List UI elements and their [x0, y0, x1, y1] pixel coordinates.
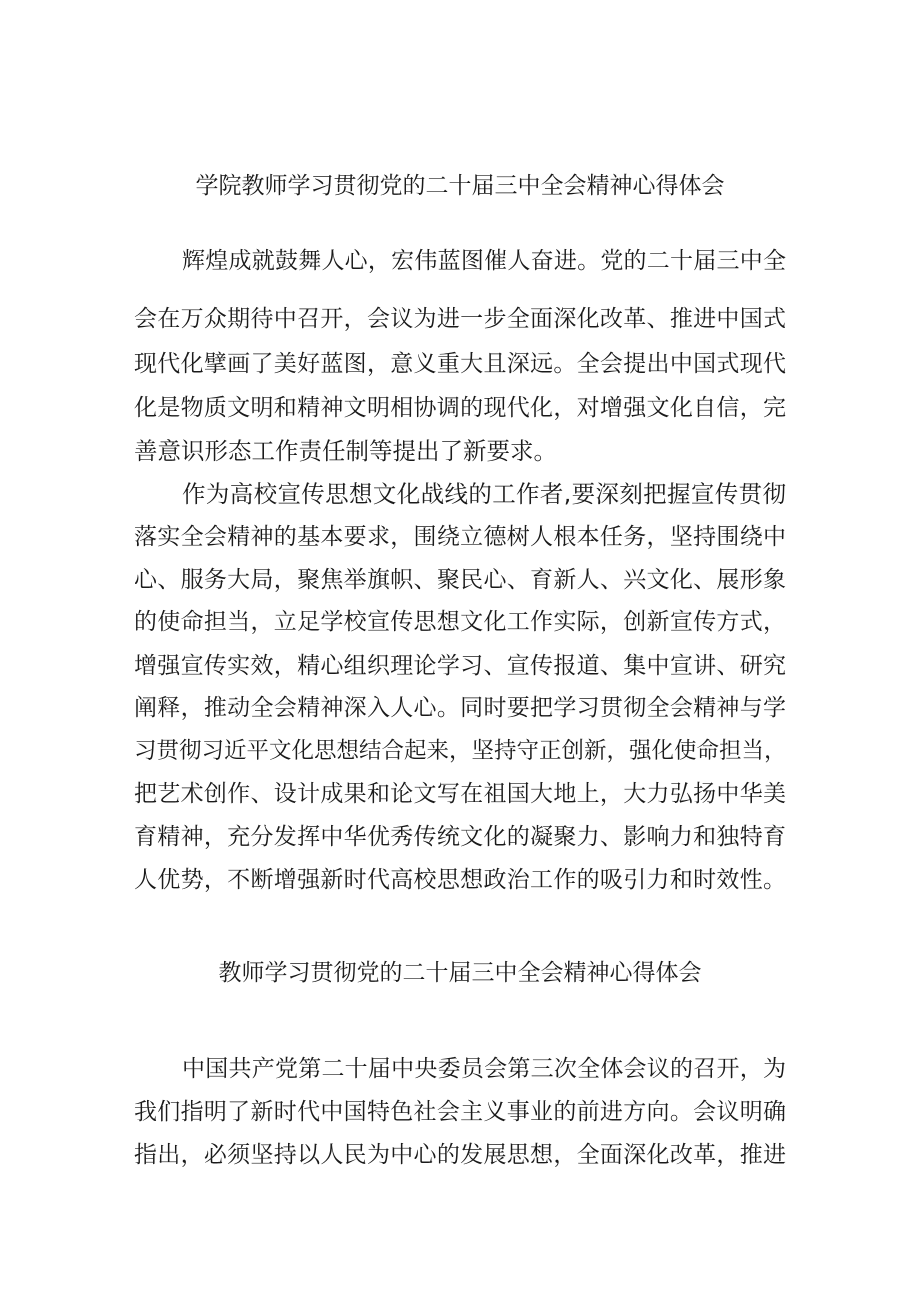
- text-line: 的使命担当，立足学校宣传思想文化工作实际，创新宣传方式，: [134, 609, 786, 635]
- text-line: 心、服务大局，聚焦举旗帜、聚民心、育新人、兴文化、展形象: [134, 567, 786, 593]
- text-line: 习贯彻习近平文化思想结合起来，坚持守正创新，强化使命担当，: [134, 738, 787, 764]
- text-line: 化是物质文明和精神文明相协调的现代化，对增强文化自信，完: [134, 395, 786, 421]
- article-2-title: 教师学习贯彻党的二十届三中全会精神心得体会: [218, 960, 702, 986]
- text-line: 中国共产党第二十届中央委员会第三次全体会议的召开，为: [182, 1056, 786, 1082]
- text-line: 作为高校宣传思想文化战线的工作者,要深刻把握宣传贯彻: [182, 480, 786, 508]
- text-line: 指出，必须坚持以人民为中心的发展思想，全面深化改革，推进: [134, 1142, 786, 1168]
- text-line: 会在万众期待中召开，会议为进一步全面深化改革、推进中国式: [134, 306, 786, 332]
- text-line: 善意识形态工作责任制等提出了新要求。: [134, 437, 557, 465]
- text-line: 阐释，推动全会精神深入人心。同时要把学习贯彻全会精神与学: [134, 695, 786, 721]
- text-line: 落实全会精神的基本要求，围绕立德树人根本任务，坚持围绕中: [134, 524, 786, 550]
- text-line: 把艺术创作、设计成果和论文写在祖国大地上，大力弘扬中华美: [134, 781, 786, 807]
- text-line: 增强宣传实效，精心组织理论学习、宣传报道、集中宣讲、研究: [134, 653, 786, 679]
- article-1-title: 学院教师学习贯彻党的二十届三中全会精神心得体会: [195, 173, 725, 199]
- text-line: 现代化擘画了美好蓝图，意义重大且深远。全会提出中国式现代: [134, 351, 786, 377]
- text-line: 辉煌成就鼓舞人心，宏伟蓝图催人奋进。党的二十届三中全: [182, 248, 786, 274]
- text-line: 育精神，充分发挥中华优秀传统文化的凝聚力、影响力和独特育: [134, 824, 786, 850]
- text-line: 我们指明了新时代中国特色社会主义事业的前进方向。会议明确: [134, 1099, 786, 1125]
- text-line: 人优势，不断增强新时代高校思想政治工作的吸引力和时效性。: [134, 867, 786, 893]
